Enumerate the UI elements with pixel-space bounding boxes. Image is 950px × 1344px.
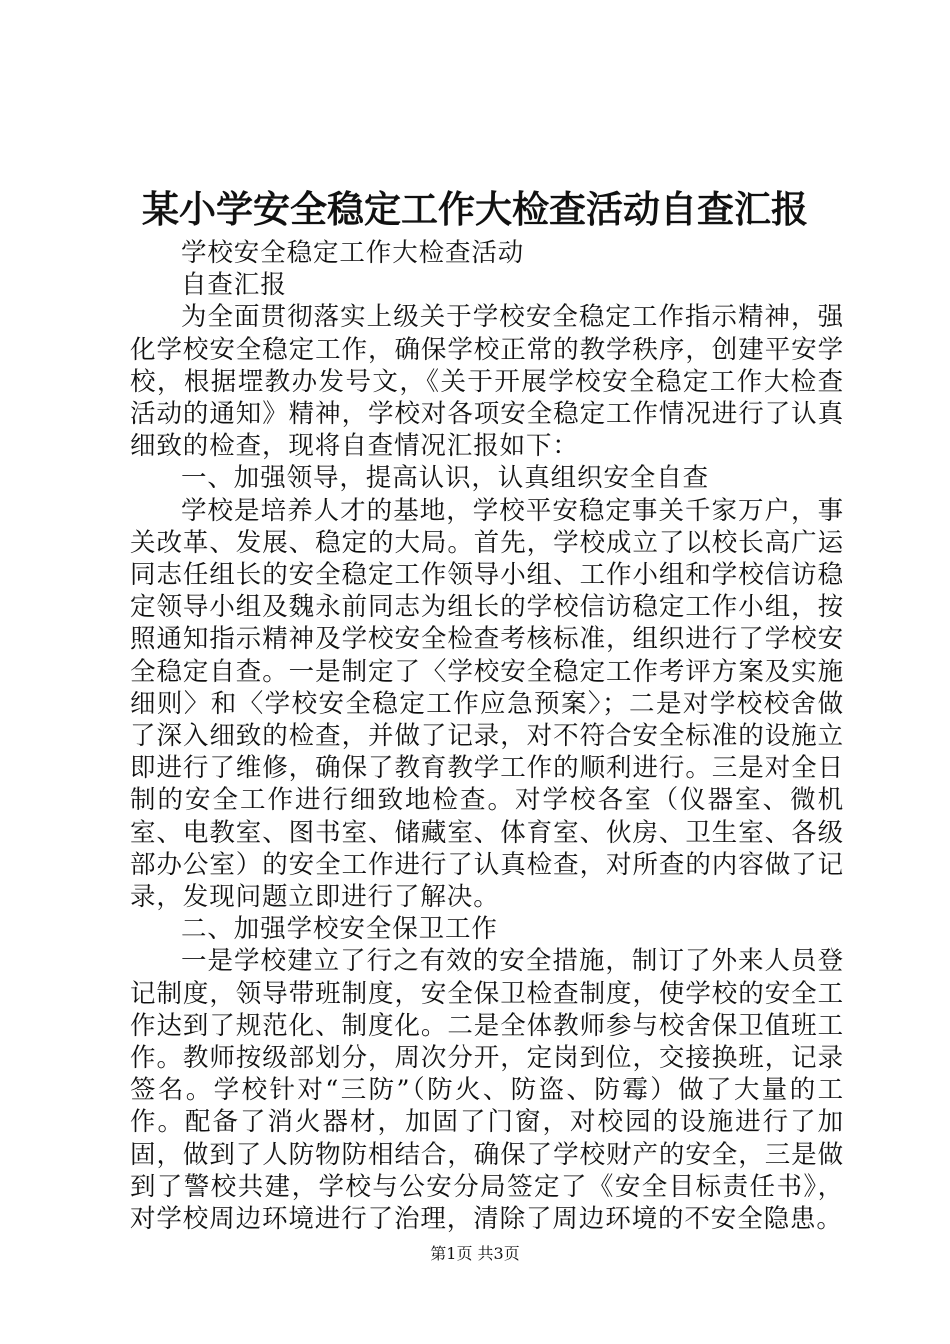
section-1-paragraph: 学校是培养人才的基地，学校平安稳定事关千家万户，事关改革、发展、稳定的大局。首先，学校成立了以校长高广运同志任组长的安全稳定工作领导小组、工作小组和学校信访稳定领导小组及魏永前同志为组长的学校信访稳定工作小组，按照通知指示精神及学校安全检查考核标准，组织进行了学校安全稳定自查。一是制定了〈学校安全稳定工作考评方案及实施细则〉和〈学校安全稳定工作应急预案〉；二是对学校校舍做了深入细致的检查，并做了记录，对不符合安全标准的设施立即进行了维修，确保了教育教学工作的顺利进行。三是对全日制的安全工作进行细致地检查。对学校各室（仪器室、微机室、电教室、图书室、储藏室、体育室、伙房、卫生室、各级部办公室）的安全工作进行了认真检查，对所查的内容做了记录，发现问题立即进行了解决。 xyxy=(130,495,844,913)
subtitle-line-1: 学校安全稳定工作大检查活动 xyxy=(181,238,525,268)
document-title: 某小学安全稳定工作大检查活动自查汇报 xyxy=(142,187,808,231)
subtitle-line-2: 自查汇报 xyxy=(181,270,287,301)
section-2-paragraph: 一是学校建立了行之有效的安全措施，制订了外来人员登记制度，领导带班制度，安全保卫检查制度，使学校的安全工作达到了规范化、制度化。二是全体教师参与校舍保卫值班工作。教师按级部划分，周次分开，定岗到位，交接换班，记录签名。学校针对“三防”（防火、防盗、防霉）做了大量的工作。配备了消火器材，加固了门窗，对校园的设施进行了加固，做到了人防物防相结合，确保了学校财产的安全，三是做到了警校共建，学校与公安分局签定了《安全目标责任书》，对学校周边环境进行了治理，清除了周边环境的不安全隐患。 xyxy=(130,946,844,1235)
section-1-heading: 一、加强领导，提高认识，认真组织安全自查 xyxy=(181,463,710,494)
section-2-heading: 二、加强学校安全保卫工作 xyxy=(181,914,498,945)
page-number-footer: 第1页 共3页 xyxy=(430,1244,520,1263)
intro-paragraph: 为全面贯彻落实上级关于学校安全稳定工作指示精神，强化学校安全稳定工作，确保学校正常的教学秩序，创建平安学校，根据堽教办发号文，《关于开展学校安全稳定工作大检查活动的通知》精神，学校对各项安全稳定工作情况进行了认真细致的检查，现将自查情况汇报如下： xyxy=(130,302,844,462)
document-body xyxy=(130,237,844,1235)
